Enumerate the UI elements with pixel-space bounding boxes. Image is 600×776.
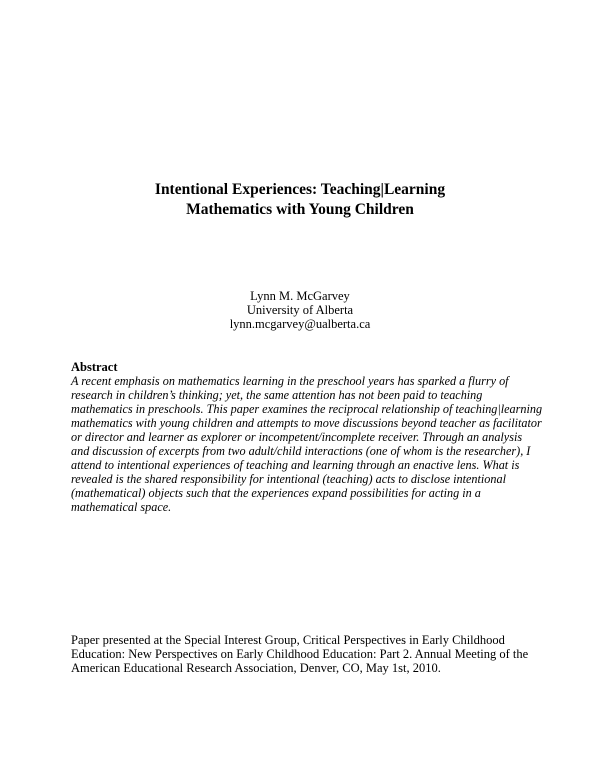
author-email: lynn.mcgarvey@ualberta.ca	[229, 317, 371, 331]
author-affiliation: University of Alberta	[246, 303, 354, 317]
paper-title-line-1: Intentional Experiences: Teaching|Learning	[154, 181, 446, 198]
abstract-line: (mathematical) objects such that the experiences expand possibilities for acting in a	[71, 486, 481, 500]
abstract-line: research in children’s thinking; yet, the same attention has not been paid to teaching	[71, 388, 483, 402]
paper-title-line-2: Mathematics with Young Children	[186, 201, 414, 218]
abstract-line: attend to intentional experiences of teaching and learning through an enactive lens. What is	[71, 458, 520, 472]
presentation-note-line: Education: New Perspectives on Early Childhood Education: Part 2. Annual Meeting of the	[71, 647, 529, 661]
abstract-heading: Abstract	[71, 360, 118, 374]
abstract-line: mathematics in preschools. This paper examines the reciprocal relationship of teaching|learning	[71, 402, 543, 416]
abstract-line: mathematics with young children and attempts to move discussions beyond teacher as facilitator	[71, 416, 542, 430]
author-name: Lynn M. McGarvey	[250, 289, 350, 303]
abstract-line: A recent emphasis on mathematics learning in the preschool years has sparked a flurry of	[71, 374, 509, 388]
abstract-line: revealed is the shared responsibility for intentional (teaching) acts to disclose intentional	[71, 472, 506, 486]
abstract-line: or director and learner as explorer or incompetent/incomplete receiver. Through an analysis	[71, 430, 523, 444]
presentation-note-line: Paper presented at the Special Interest Group, Critical Perspectives in Early Childhood	[71, 633, 505, 647]
abstract-line: mathematical space.	[71, 500, 172, 514]
presentation-note-line: American Educational Research Association, Denver, CO, May 1st, 2010.	[71, 661, 441, 675]
abstract-line: and discussion of excerpts from two adult/child interactions (one of whom is the researcher), I	[71, 444, 531, 458]
